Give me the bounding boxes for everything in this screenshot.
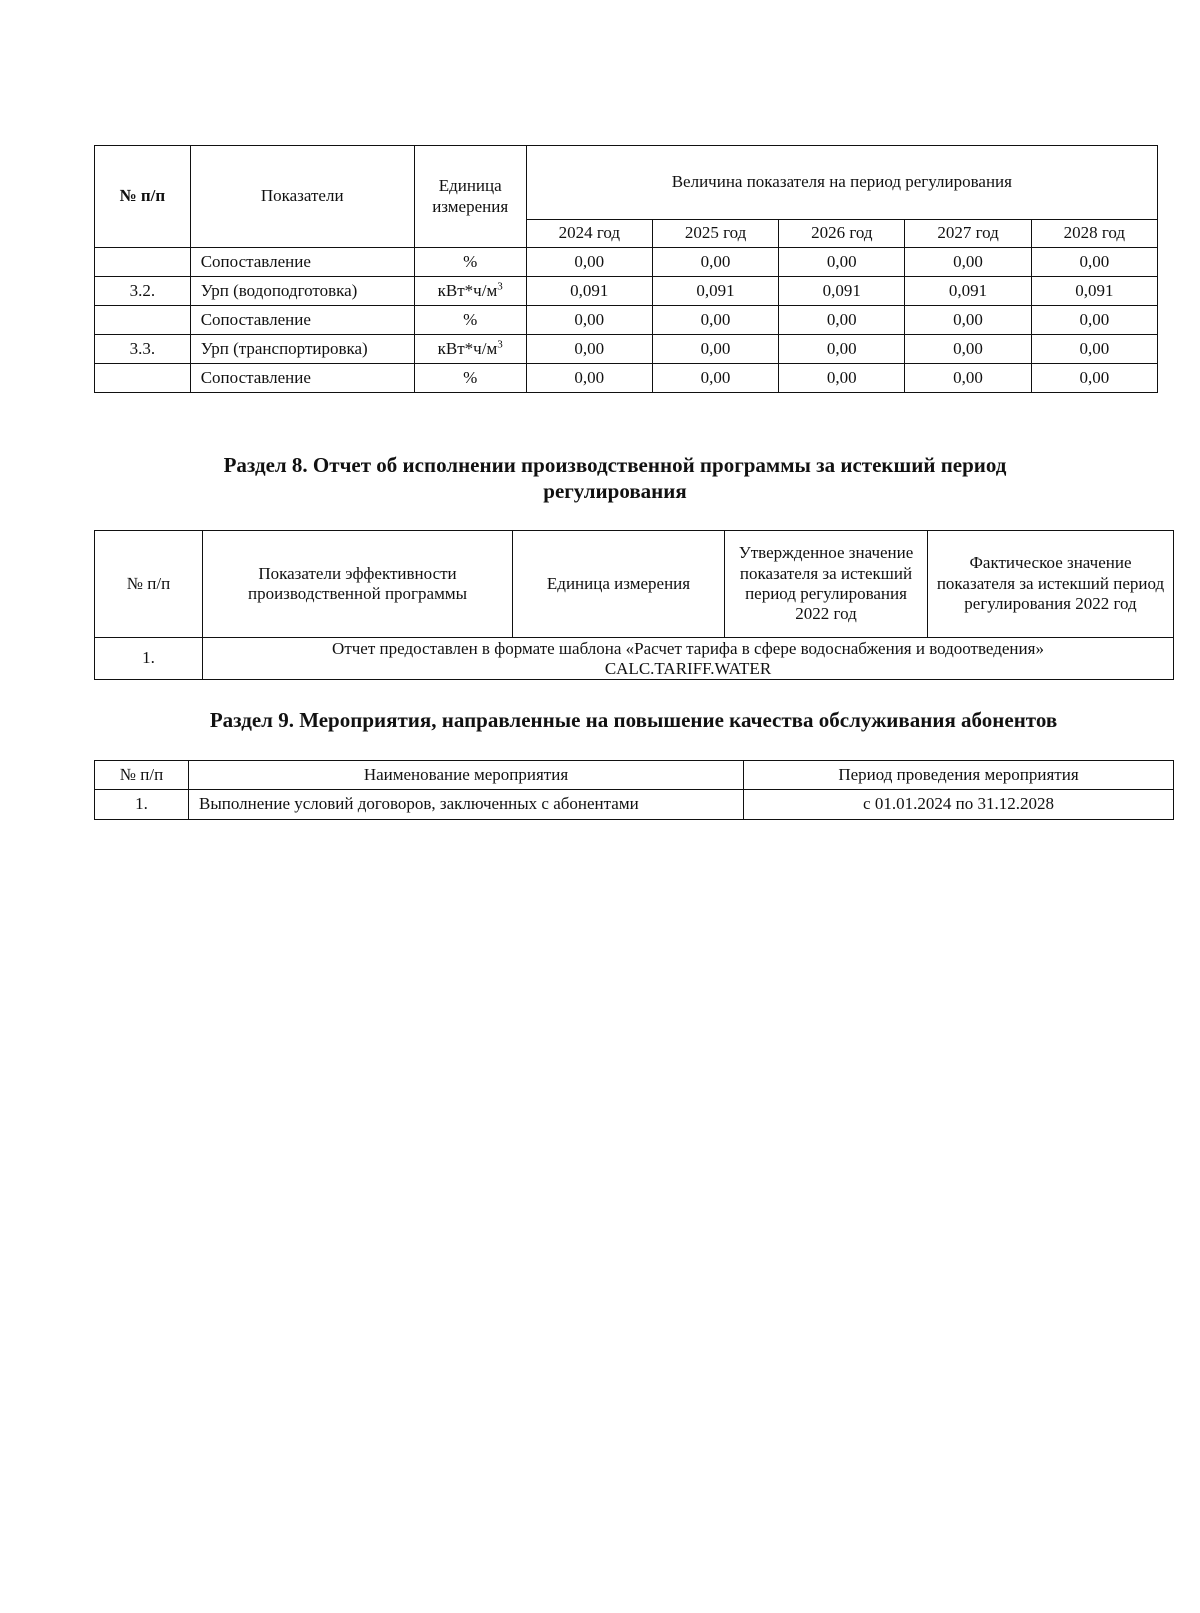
row-value: 0,00	[779, 335, 905, 364]
table-row	[95, 277, 1158, 306]
table-row	[95, 638, 1174, 680]
row-value: 0,00	[652, 306, 778, 335]
table-row	[95, 335, 1158, 364]
row-value: 0,091	[1031, 277, 1157, 306]
header-actual: Фактическое значение показателя за истекший период регулирования 2022 год	[928, 531, 1174, 638]
header-indicator: Показатели	[190, 146, 414, 248]
row-report-text	[203, 638, 1174, 680]
row-num: 1.	[95, 790, 189, 820]
row-value: 0,00	[905, 248, 1031, 277]
header-unit: Единица измерения	[513, 531, 725, 638]
row-value: 0,091	[526, 277, 652, 306]
header-year: 2028 год	[1031, 220, 1157, 248]
row-unit	[414, 277, 526, 306]
table-row	[95, 364, 1158, 393]
table-row	[95, 790, 1174, 820]
row-name: Сопоставление	[190, 364, 414, 393]
header-unit: Единица измерения	[414, 146, 526, 248]
header-indicator: Показатели эффективности производственной программы	[203, 531, 513, 638]
header-year: 2027 год	[905, 220, 1031, 248]
row-value: 0,00	[526, 335, 652, 364]
row-period: с 01.01.2024 по 31.12.2028	[744, 790, 1174, 820]
row-value: 0,00	[1031, 248, 1157, 277]
row-name: Сопоставление	[190, 248, 414, 277]
row-value: 0,00	[526, 364, 652, 393]
row-unit: %	[414, 248, 526, 277]
row-value: 0,00	[1031, 306, 1157, 335]
row-num	[95, 306, 191, 335]
row-value: 0,091	[652, 277, 778, 306]
row-num: 1.	[95, 638, 203, 680]
header-name: Наименование мероприятия	[189, 761, 744, 790]
header-period: Период проведения мероприятия	[744, 761, 1174, 790]
row-value: 0,00	[905, 364, 1031, 393]
row-value: 0,00	[1031, 335, 1157, 364]
row-value: 0,00	[1031, 364, 1157, 393]
header-year: 2025 год	[652, 220, 778, 248]
unit-superscript: 3	[497, 338, 503, 351]
row-value: 0,00	[779, 364, 905, 393]
row-value: 0,091	[905, 277, 1031, 306]
unit-superscript: 3	[497, 280, 503, 293]
header-num: № п/п	[95, 761, 189, 790]
report-text-line1: Отчет предоставлен в формате шаблона «Расчет тарифа в сфере водоснабжения и водоотведения»	[332, 638, 1044, 658]
row-value: 0,00	[905, 306, 1031, 335]
section8-title-line1: Раздел 8. Отчет об исполнении производственной программы за истекший период	[223, 453, 1007, 477]
table-row	[95, 248, 1158, 277]
header-num: № п/п	[95, 531, 203, 638]
row-value: 0,00	[652, 335, 778, 364]
row-unit: %	[414, 306, 526, 335]
header-year: 2024 год	[526, 220, 652, 248]
header-year: 2026 год	[779, 220, 905, 248]
header-approved: Утвержденное значение показателя за истекший период регулирования 2022 год	[725, 531, 928, 638]
row-name: Сопоставление	[190, 306, 414, 335]
section8-title	[120, 452, 1110, 504]
row-unit	[414, 335, 526, 364]
row-value: 0,00	[652, 364, 778, 393]
section9-table	[94, 760, 1174, 820]
report-text-line2: CALC.TARIFF.WATER	[604, 658, 772, 678]
table-row	[95, 306, 1158, 335]
row-num: 3.2.	[95, 277, 191, 306]
row-num	[95, 364, 191, 393]
row-value: 0,00	[652, 248, 778, 277]
row-name: Урп (водоподготовка)	[190, 277, 414, 306]
row-unit: %	[414, 364, 526, 393]
row-name: Урп (транспортировка)	[190, 335, 414, 364]
row-value: 0,091	[779, 277, 905, 306]
row-num	[95, 248, 191, 277]
row-value: 0,00	[779, 306, 905, 335]
row-value: 0,00	[905, 335, 1031, 364]
row-value: 0,00	[526, 248, 652, 277]
row-num: 3.3.	[95, 335, 191, 364]
section8-title-line2: регулирования	[543, 479, 687, 503]
section9-title: Раздел 9. Мероприятия, направленные на повышение качества обслуживания абонентов	[209, 708, 1058, 732]
row-name: Выполнение условий договоров, заключенных с абонентами	[189, 790, 744, 820]
header-num: № п/п	[95, 146, 191, 248]
indicators-table	[94, 145, 1158, 393]
section8-table	[94, 530, 1174, 680]
unit-text: кВт*ч/м	[437, 338, 498, 358]
row-value: 0,00	[779, 248, 905, 277]
unit-text: кВт*ч/м	[437, 280, 498, 300]
header-period-value: Величина показателя на период регулирования	[526, 146, 1157, 220]
row-value: 0,00	[526, 306, 652, 335]
